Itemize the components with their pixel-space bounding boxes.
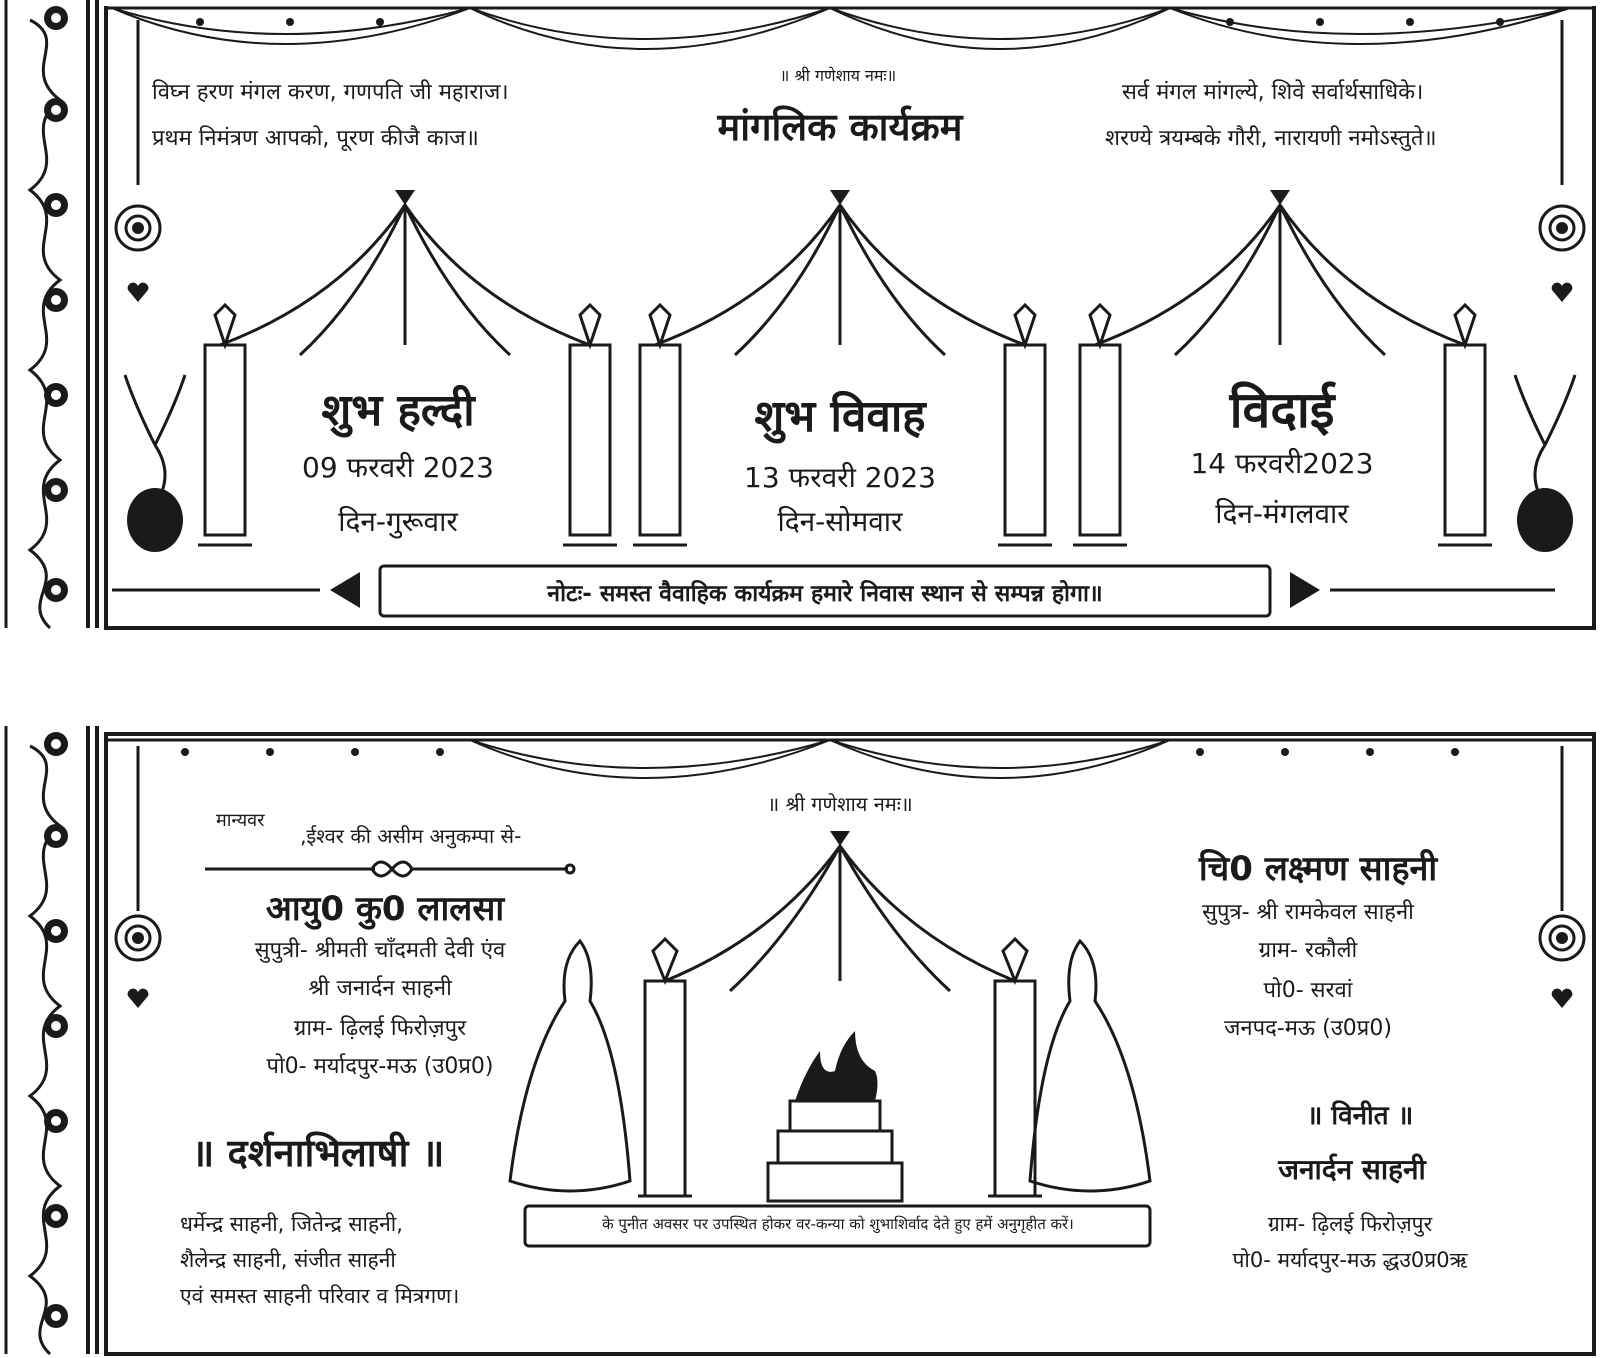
right-verse-line: सर्व मंगल मांगल्ये, शिवे सर्वार्थसाधिके। (1122, 80, 1424, 105)
bride-detail-line: सुपुत्री- श्रीमती चाँदमती देवी एंव (254, 938, 506, 963)
darshan-line: शैलेन्द्र साहनी, संजीत साहनी (180, 1248, 396, 1272)
darshan-line: धर्मेन्द्र साहनी, जितेन्द्र साहनी, (180, 1212, 403, 1236)
groom-detail-line: पो0- सरवां (1263, 978, 1353, 1003)
groom-name: चि0 लक्ष्मण साहनी (1198, 849, 1438, 889)
invite-line: के पुनीत अवसर पर उपस्थित होकर वर-कन्या को शुभाशिर्वाद देते हुए हमें अनुगृहीत करें। (602, 1215, 1074, 1233)
event-card (0, 0, 1600, 632)
bride-detail-line: पो0- मर्यादपुर-मऊ (उ0प्र0) (266, 1054, 494, 1079)
vinit-line: पो0- मर्यादपुर-मऊ द्धउ0प्र0ऋ (1232, 1248, 1468, 1272)
note-text: नोटः- समस्त वैवाहिक कार्यक्रम हमारे निवास स्थान से सम्पन्न होगा॥ (547, 581, 1103, 607)
bride-detail-line: ग्राम- ढ़िलई फिरोज़पुर (293, 1016, 467, 1041)
vinit-name: जनार्दन साहनी (1278, 1153, 1426, 1186)
event-day: दिन-मंगलवार (1215, 497, 1349, 530)
top-blessing: ॥ श्री गणेशाय नमः॥ (779, 66, 897, 85)
salutation: मान्यवर (216, 810, 265, 831)
event-date: 13 फरवरी 2023 (744, 461, 936, 494)
groom-detail-line: सुपुत्र- श्री रामकेवल साहनी (1202, 900, 1414, 925)
event-day: दिन-गुरूवार (338, 505, 458, 538)
event-name: शुभ विवाह (754, 391, 926, 442)
top-blessing: ॥ श्री गणेशाय नमः॥ (767, 792, 913, 816)
groom-detail-line: ग्राम- रकौली (1258, 938, 1358, 963)
intro-text: ‚ईश्वर की असीम अनुकम्पा से- (300, 824, 522, 848)
bride-name: आयु0 कु0 लालसा (265, 889, 505, 929)
vinit-title: ॥ विनीत ॥ (1306, 1101, 1414, 1131)
event-name: विदाई (1229, 381, 1335, 439)
event-date: 14 फरवरी2023 (1190, 447, 1374, 480)
invitation-card (0, 726, 1600, 1358)
card-title: मांगलिक कार्यक्रम (717, 104, 963, 149)
right-verse-line: शरण्ये त्रयम्बके गौरी, नारायणी नमोऽस्तुते॥ (1105, 126, 1437, 151)
darshan-title: ॥ दर्शनाभिलाषी ॥ (191, 1131, 445, 1175)
groom-detail-line: जनपद-मऊ (उ0प्र0) (1224, 1016, 1392, 1041)
left-verse-line: विघ्न हरण मंगल करण, गणपति जी महाराज। (152, 80, 509, 105)
darshan-line: एवं समस्त साहनी परिवार व मित्रगण। (180, 1284, 460, 1308)
event-date: 09 फरवरी 2023 (302, 451, 494, 484)
vinit-line: ग्राम- ढ़िलई फिरोज़पुर (1267, 1212, 1433, 1236)
event-day: दिन-सोमवार (777, 505, 903, 538)
left-verse-line: प्रथम निमंत्रण आपको, पूरण कीजै काज॥ (152, 126, 479, 151)
event-name: शुभ हल्दी (321, 385, 475, 436)
bride-detail-line: श्री जनार्दन साहनी (308, 976, 452, 1001)
